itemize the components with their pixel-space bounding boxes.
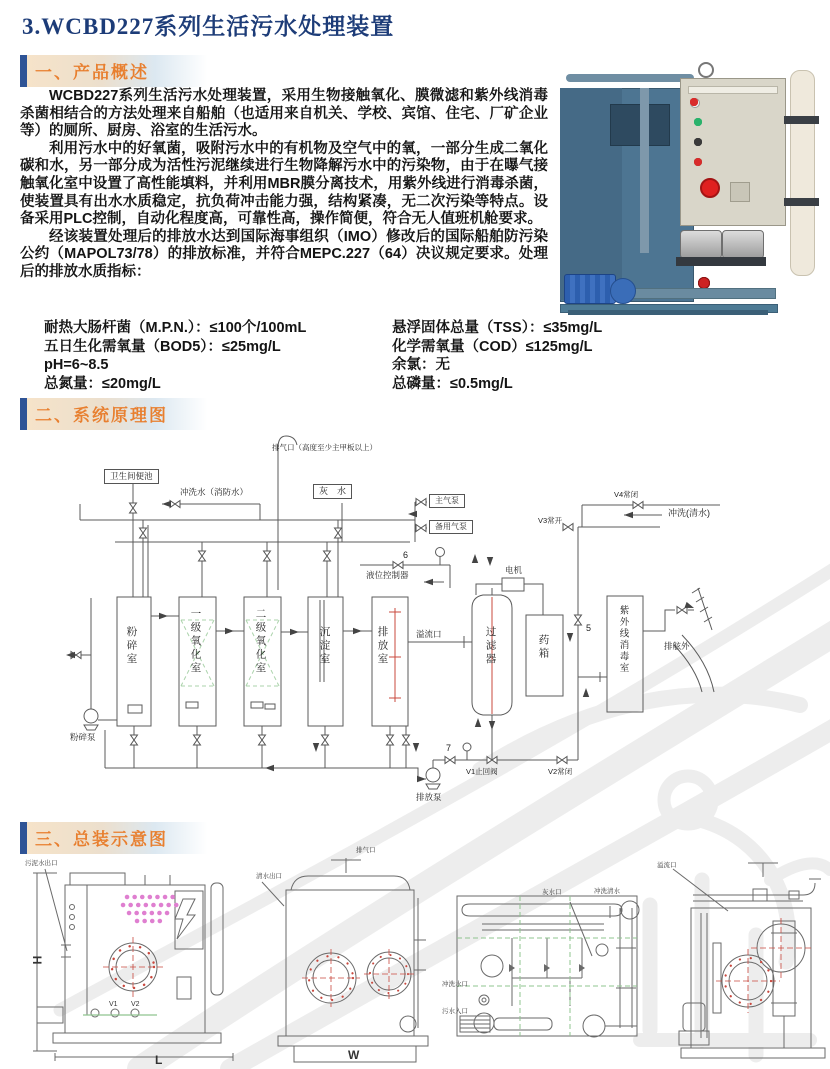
- label-discharge-pump: 排放泵: [416, 792, 442, 802]
- photo-top-pipe: [566, 74, 694, 82]
- label-filter-vessel: 过滤器: [484, 626, 497, 667]
- label-overboard: 排舷外: [664, 641, 690, 651]
- label-chemical-box: 药箱: [537, 634, 550, 661]
- label-flush-clean-water: 冲洗(清水): [668, 508, 710, 518]
- tank-label-oxidation-1: 一级氧化室: [189, 608, 202, 676]
- tank-label-oxidation-2: 二级氧化室: [254, 608, 267, 676]
- label-toilet-box: 卫生间便池: [104, 469, 159, 484]
- label-valve-v3: V3常开: [538, 516, 563, 525]
- dimension-w: W: [348, 1048, 360, 1062]
- label-vent-port: 排气口: [356, 847, 376, 854]
- membrane-clamp-top: [784, 116, 819, 124]
- indicator-row-1: [690, 98, 776, 106]
- spec-item: 五日生化需氧量（BOD5）：≤25mg/L: [44, 338, 281, 355]
- membrane-clamp-bottom: [784, 198, 819, 206]
- schematic-linework: [20, 430, 812, 816]
- section-header-label: 二、系统原理图: [27, 398, 215, 430]
- indicator-row-3: [694, 158, 780, 166]
- photo-compressor-2: [722, 230, 764, 259]
- label-valve-v4: V4常闭: [614, 490, 639, 499]
- section-header-assembly: [20, 822, 215, 854]
- spec-item: 化学需氧量（COD）≤125mg/L: [392, 338, 593, 355]
- photo-vert-pipe: [640, 88, 649, 253]
- photo-compressor-1: [680, 230, 722, 259]
- photo-pump-motor: [564, 274, 616, 304]
- spec-item: 总氮量：≤20mg/L: [44, 375, 161, 392]
- label-gray-water-box: 灰 水: [313, 484, 352, 499]
- section-header-overview: [20, 55, 215, 87]
- label-flush-water-port: 冲洗水口: [442, 981, 468, 988]
- photo-pump-head: [610, 278, 636, 304]
- label-gray-water-port: 灰水口: [542, 889, 562, 896]
- specs-right-column: [392, 319, 602, 393]
- selector-knob-row: [694, 138, 780, 147]
- dimension-h: H: [30, 955, 45, 965]
- label-vent-port: 排气口（高度至少主甲板以上）: [272, 443, 377, 452]
- label-motor: 电机: [505, 565, 523, 575]
- spec-item: pH=6~8.5: [44, 357, 109, 373]
- label-uv-room: 紫外线消毒室: [617, 605, 629, 674]
- label-overflow-port: 溢流口: [657, 862, 677, 869]
- section-header-schematic: [20, 398, 215, 430]
- overview-paragraph: 经该装置处理后的排放水达到国际海事组织（IMO）修改后的国际船舶防污染公约（MAPOL73/78）的排放标准，并符合MEPC.227（64）决议规定要求。处理后的排放水质指标：: [20, 228, 548, 280]
- label-valve-v1-check: V1止回阀: [466, 767, 498, 776]
- photo-manifold-pipe: [614, 288, 776, 299]
- tank-label-crush-room: 粉碎室: [125, 626, 138, 667]
- overview-paragraph: WCBD227系列生活污水处理装置，采用生物接触氧化、膜微滤和紫外线消毒杀菌相结合的方法处理来自船舶（也适用来自机关、学校、宾馆、住宅、厂矿企业等）的厕所、厨房、浴室的生活污水。: [20, 88, 548, 140]
- section-header-label: 一、产品概述: [27, 55, 215, 87]
- label-valve-7: 7: [446, 743, 452, 753]
- spec-item: 总磷量：≤0.5mg/L: [392, 375, 513, 392]
- label-valve-v2: V2: [131, 1001, 140, 1008]
- label-valve-5: 5: [586, 623, 592, 633]
- specs-left-column: [44, 319, 306, 393]
- spec-item: 余氯：无: [392, 357, 450, 373]
- label-level-controller: 液位控制器: [366, 570, 409, 580]
- product-photo: [552, 58, 830, 315]
- label-flush-fire-water: 冲洗水（消防水）: [180, 487, 249, 497]
- compressor-base: [676, 257, 766, 266]
- photo-base-skid: [568, 310, 768, 315]
- label-clean-water-outlet: 清水出口: [256, 873, 282, 880]
- overview-paragraph: 利用污水中的好氧菌，吸附污水中的有机物及空气中的氧，一部分生成二氧化碳和水，另一部分成为活性污泥继续进行生物降解污水中的污染物，由于在曝气接触氧化室中设置了高性能填料，并利用MBR膜分离技术，用紫外线进行消毒杀菌，使装置具有出水水质稳定，抗负荷冲击能力强，结构紧凑，无二次污染等特点。设备采用PLC控制，自动化程度高，可靠性高，操作简便，符合无人值班机舱要求。: [20, 140, 548, 228]
- photo-gauge: [698, 62, 714, 78]
- page-title: 3.WCBD227系列生活污水处理装置: [22, 14, 395, 39]
- dimension-l: L: [155, 1053, 163, 1067]
- label-main-air-pump: 主气泵: [429, 494, 465, 508]
- label-overflow-port: 溢流口: [416, 629, 442, 639]
- header-accent-bar: [20, 822, 27, 854]
- spec-item: 悬浮固体总量（TSS）：≤35mg/L: [392, 320, 603, 336]
- label-flush-clean-water: 冲洗清水: [594, 888, 620, 895]
- label-valve-v2: V2常闭: [548, 767, 573, 776]
- label-sludge-outlet: 污泥水出口: [25, 860, 58, 867]
- spec-item: 耐热大肠杆菌（M.P.N.）：≤100个/100mL: [44, 320, 307, 336]
- tank-label-discharge-room: 排放室: [376, 626, 389, 667]
- assembly-plan-view: [442, 878, 650, 1056]
- label-backup-air-pump: 备用气泵: [429, 520, 473, 534]
- header-accent-bar: [20, 398, 27, 430]
- valve-handwheel-row: [698, 277, 808, 287]
- label-valve-6: 6: [403, 550, 409, 560]
- label-sewage-inlet: 污水入口: [442, 1008, 468, 1015]
- assembly-rear-view: [653, 853, 830, 1069]
- cabinet-plate: [730, 182, 750, 202]
- section-header-label: 三、总装示意图: [27, 822, 215, 854]
- emergency-stop-button: [700, 178, 720, 198]
- label-valve-v1: V1: [109, 1001, 118, 1008]
- assembly-front-view: [25, 855, 255, 1069]
- header-accent-bar: [20, 55, 27, 87]
- cabinet-label-strip: [688, 86, 778, 94]
- overview-text: [20, 88, 548, 282]
- label-crush-pump: 粉碎泵: [70, 732, 96, 742]
- assembly-side-view: [256, 848, 451, 1069]
- system-schematic: [20, 430, 812, 816]
- photo-membrane-tube: [790, 70, 815, 276]
- indicator-row-2: [694, 118, 780, 126]
- tank-label-sedimentation: 沉淀室: [318, 626, 331, 667]
